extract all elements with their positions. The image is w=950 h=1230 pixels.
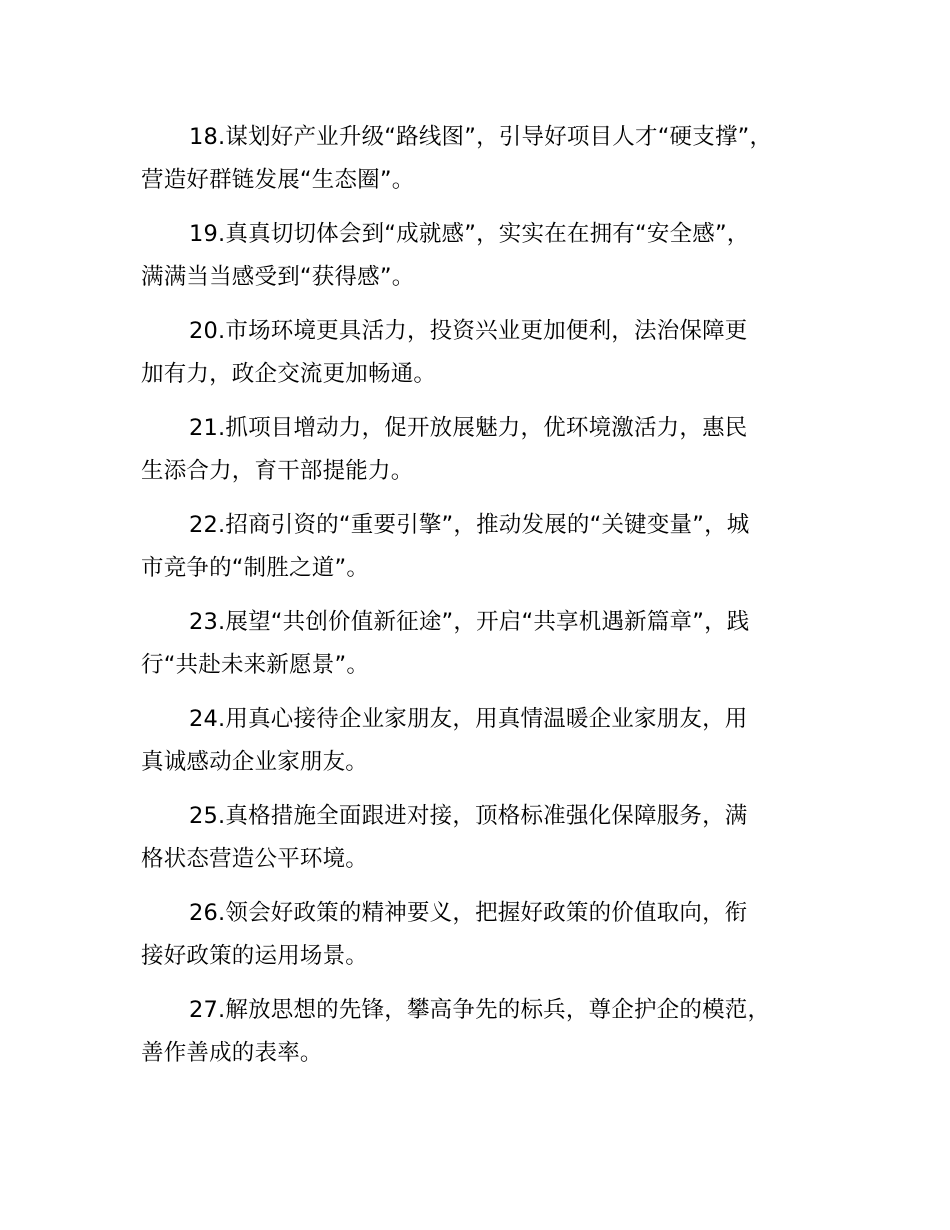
item-line: 行“共赴未来新愿景”。 (141, 652, 370, 678)
item-line: 27.解放思想的先锋，攀高争先的标兵，尊企护企的模范， (189, 997, 771, 1023)
item-line: 19.真真切切体会到“成就感”，实实在在拥有“安全感”， (189, 221, 750, 247)
item-line: 25.真格措施全面跟进对接，顶格标准强化保障服务，满 (189, 803, 748, 829)
list-item (141, 989, 841, 1075)
list-item (141, 504, 841, 590)
item-line: 21.抓项目增动力，促开放展魅力，优环境激活力，惠民 (189, 415, 748, 441)
item-line: 23.展望“共创价值新征途”，开启“共享机遇新篇章”，践 (189, 609, 750, 635)
list-item (141, 213, 841, 299)
item-line: 22.招商引资的“重要引擎”，推动发展的“关键变量”，城 (189, 512, 750, 538)
item-line: 26.领会好政策的精神要义，把握好政策的价值取向，衔 (189, 900, 748, 926)
item-line: 真诚感动企业家朋友。 (141, 749, 369, 775)
list-item (141, 116, 841, 202)
item-line: 18.谋划好产业升级“路线图”，引导好项目人才“硬支撑”， (189, 124, 773, 150)
item-line: 24.用真心接待企业家朋友，用真情温暖企业家朋友，用 (189, 706, 748, 732)
document-body (141, 116, 841, 1086)
item-line: 接好政策的运用场景。 (141, 943, 369, 969)
item-line: 营造好群链发展“生态圈”。 (141, 167, 415, 193)
item-line: 善作善成的表率。 (141, 1040, 323, 1066)
list-item (141, 795, 841, 881)
item-line: 加有力，政企交流更加畅通。 (141, 361, 437, 387)
list-item (141, 892, 841, 978)
list-item (141, 310, 841, 396)
list-item (141, 407, 841, 493)
item-line: 市竞争的“制胜之道”。 (141, 555, 370, 581)
list-item (141, 601, 841, 687)
item-line: 20.市场环境更具活力，投资兴业更加便利，法治保障更 (189, 318, 748, 344)
list-item (141, 698, 841, 784)
item-line: 满满当当感受到“获得感”。 (141, 264, 415, 290)
item-line: 生添合力，育干部提能力。 (141, 458, 414, 484)
item-line: 格状态营造公平环境。 (141, 846, 369, 872)
